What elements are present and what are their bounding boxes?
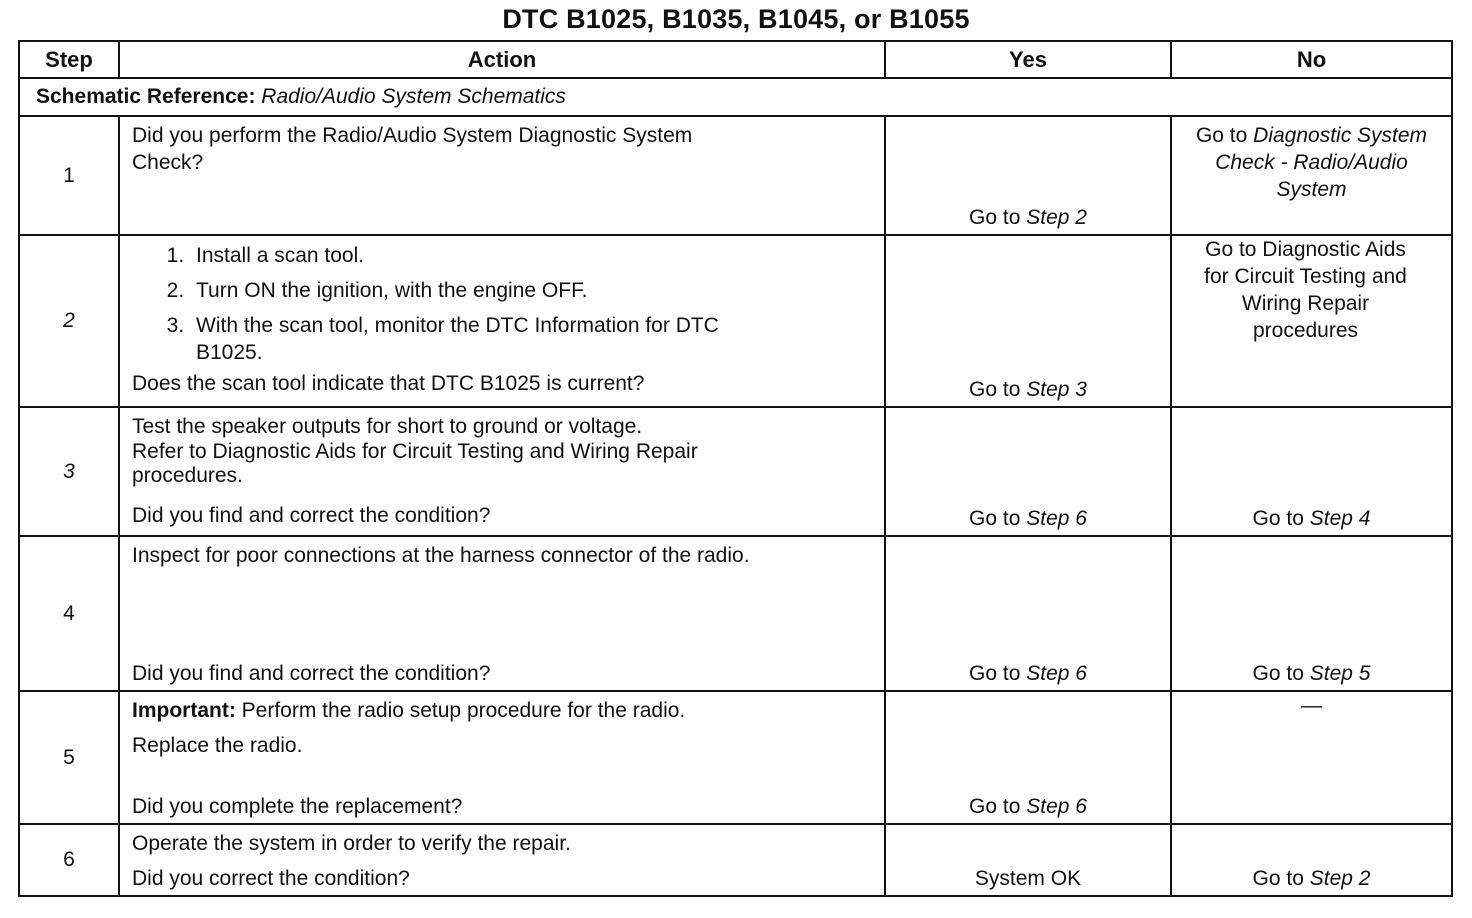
table-row <box>19 235 1452 407</box>
header-row <box>19 41 1452 78</box>
action-question: Does the scan tool indicate that DTC B1025 is current? <box>132 372 645 395</box>
schematic-reference <box>19 78 1452 116</box>
header-step: Step <box>19 41 119 78</box>
no-cell <box>1171 824 1452 896</box>
step-number: 4 <box>19 536 119 691</box>
no-cell <box>1171 691 1452 824</box>
step-number: 3 <box>19 407 119 536</box>
yes-cell <box>885 407 1171 536</box>
header-action: Action <box>119 41 885 78</box>
yes-link[interactable]: Step 3 <box>1026 378 1087 401</box>
no-link[interactable]: Diagnostic System Check - Radio/Audio System <box>1215 124 1428 201</box>
no-result <box>1172 662 1451 686</box>
table-row <box>19 824 1452 896</box>
yes-result <box>886 795 1170 819</box>
action-text: Did you perform the Radio/Audio System Diagnostic System Check? <box>132 124 693 174</box>
yes-link[interactable]: Step 2 <box>1026 206 1087 229</box>
schematic-link[interactable]: Radio/Audio System Schematics <box>261 85 566 108</box>
action-list <box>132 242 872 366</box>
action-text: Test the speaker outputs for short to ground or voltage. <box>132 415 643 438</box>
page-title: DTC B1025, B1035, B1045, or B1055 <box>502 4 970 34</box>
no-result: — <box>1301 694 1322 717</box>
yes-cell <box>885 824 1171 896</box>
no-cell <box>1171 536 1452 691</box>
yes-prefix: Go to <box>969 206 1021 229</box>
no-cell <box>1171 407 1452 536</box>
action-cell <box>119 235 885 407</box>
action-cell <box>119 691 885 824</box>
header-yes: Yes <box>885 41 1171 78</box>
no-result <box>1172 507 1451 531</box>
action-text: Operate the system in order to verify the repair. <box>132 832 571 855</box>
schematic-row <box>19 78 1452 116</box>
no-cell <box>1171 116 1452 235</box>
yes-result <box>886 507 1170 531</box>
important-label: Important: <box>132 699 236 722</box>
action-text: Replace the radio. <box>132 734 303 757</box>
table-row <box>19 536 1452 691</box>
yes-link[interactable]: Step 6 <box>1026 795 1087 818</box>
action-cell <box>119 536 885 691</box>
list-item: 2. Turn ON the ignition, with the engine OFF. <box>190 277 872 304</box>
yes-cell <box>885 691 1171 824</box>
yes-cell <box>885 116 1171 235</box>
table-row <box>19 407 1452 536</box>
schematic-label: Schematic Reference: <box>36 85 256 108</box>
yes-result <box>886 378 1170 402</box>
yes-cell <box>885 235 1171 407</box>
no-result <box>1172 117 1451 203</box>
yes-link[interactable]: Step 6 <box>1026 662 1087 685</box>
no-result <box>1172 867 1451 891</box>
yes-prefix: Go to <box>969 507 1021 530</box>
yes-link[interactable]: Step 6 <box>1026 507 1087 530</box>
action-question: Did you complete the replacement? <box>132 795 463 818</box>
important-text: Perform the radio setup procedure for the radio. <box>241 699 686 722</box>
no-result[interactable]: Go to Diagnostic Aids for Circuit Testing and Wiring Repair procedures <box>1204 238 1407 342</box>
yes-prefix: Go to <box>969 795 1021 818</box>
table-row <box>19 691 1452 824</box>
yes-prefix: Go to <box>969 378 1021 401</box>
no-prefix: Go to <box>1195 124 1248 147</box>
action-cell <box>119 824 885 896</box>
step-number: 1 <box>19 116 119 235</box>
list-item: 3. With the scan tool, monitor the DTC Information for DTC B1025. <box>190 312 872 366</box>
no-link[interactable]: Step 5 <box>1309 662 1371 685</box>
no-prefix: Go to <box>1252 507 1304 530</box>
step-number: 5 <box>19 691 119 824</box>
action-question: Did you find and correct the condition? <box>132 662 491 685</box>
step-number: 6 <box>19 824 119 896</box>
action-question: Did you find and correct the condition? <box>132 504 491 527</box>
yes-result <box>886 662 1170 686</box>
no-prefix: Go to <box>1252 867 1304 890</box>
no-prefix: Go to <box>1252 662 1304 685</box>
yes-result <box>886 206 1170 230</box>
no-link[interactable]: Step 4 <box>1309 507 1371 530</box>
no-cell <box>1171 235 1452 407</box>
action-question: Did you correct the condition? <box>132 867 410 890</box>
yes-cell <box>885 536 1171 691</box>
yes-prefix: Go to <box>969 662 1021 685</box>
yes-result: System OK <box>974 867 1082 890</box>
header-no: No <box>1171 41 1452 78</box>
diagnostic-table <box>18 40 1453 897</box>
no-link[interactable]: Step 2 <box>1309 867 1371 890</box>
table-row <box>19 116 1452 235</box>
important-note <box>132 697 872 724</box>
action-text: Inspect for poor connections at the harness connector of the radio. <box>132 544 750 567</box>
action-cell <box>119 116 885 235</box>
action-reference[interactable]: Refer to Diagnostic Aids for Circuit Testing and Wiring Repair procedures. <box>132 440 698 487</box>
action-cell <box>119 407 885 536</box>
list-item: 1. Install a scan tool. <box>190 242 872 269</box>
step-number: 2 <box>19 235 119 407</box>
